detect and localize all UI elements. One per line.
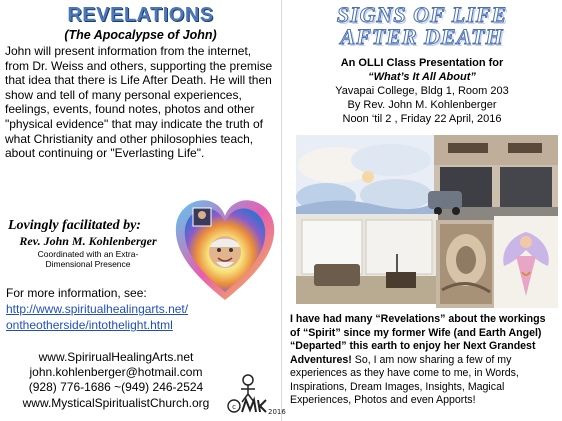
olli-presentation: An OLLI Class Presentation for [340,57,504,69]
contact-email: john.kohlenberger@hotmail.com [29,365,203,379]
website-link-line-1[interactable]: http://www.spiritualhealingarts.net/ [6,302,189,316]
contact-church-website: www.MysticalSpiritualistChurch.org [22,396,210,410]
location: Yavapai College, Bldg 1, Room 203 [335,85,509,97]
class-title: “What’s It All About” [368,71,476,83]
description-paragraph: John will present information from the internet, from Dr. Weiss and others, supporting the premise that idea that there is Life After Death. He will then show and tell of many personal experiences, feelings, events, found notes, photos and other "physical evidence" that may indicate the truth of what Christianity and other philosophies teach, about continuing or "Everlasting Life". [5,44,273,161]
heart-portrait-icon [172,192,278,304]
story-bold: I have had many “Revelations” about the workings of “Spirit” since my former Wife (and Earth Angel) “Departed” this earth to enjoy her Next Grandest Adventures! [290,313,546,366]
svg-text:c: c [232,403,236,411]
painting-photo [436,220,496,308]
revelations-title: REVELATIONS [67,4,214,26]
revelations-story [290,313,558,408]
contact-phone: (928) 776-1686 ~(949) 246-2524 [28,380,204,394]
facilitated-by: Lovingly facilitated by: [8,218,141,233]
coord-line-2: Dimensional Presence [45,259,131,269]
right-panel [282,0,562,421]
svg-text:2016: 2016 [268,408,286,416]
signs-title-line-1: SIGNS OF LIFE [336,2,508,27]
presenter-line: By Rev. John M. Kohlenberger [347,99,497,111]
storefront-photo [434,135,558,221]
story-rest: So, I am now sharing a few of my experiences as they have come to me, in Words, Inspirations, Dream Images, Insights, Magical Experiences, Photos and even Apports! [290,353,519,406]
signature-icon [226,372,286,418]
angel-drawing-photo [494,216,558,308]
coord-line-1: Coordinated with an Extra- [37,249,139,259]
living-room-photo [296,214,438,304]
website-link-line-2[interactable]: ontheotherside/intothelight.html [6,318,173,332]
date-time: Noon ‘til 2 , Friday 22 April, 2016 [342,113,502,125]
sky-painting-photo [296,135,436,221]
more-info-label: For more information, see: [6,286,147,300]
contact-website: www.SpirirualHealingArts.net [38,350,194,364]
signs-title-line-2: AFTER DEATH [340,24,504,49]
apocalypse-subtitle: (The Apocalypse of John) [64,28,217,42]
presenter-name: Rev. John M. Kohlenberger [19,234,157,248]
coordinated-note [8,249,168,269]
